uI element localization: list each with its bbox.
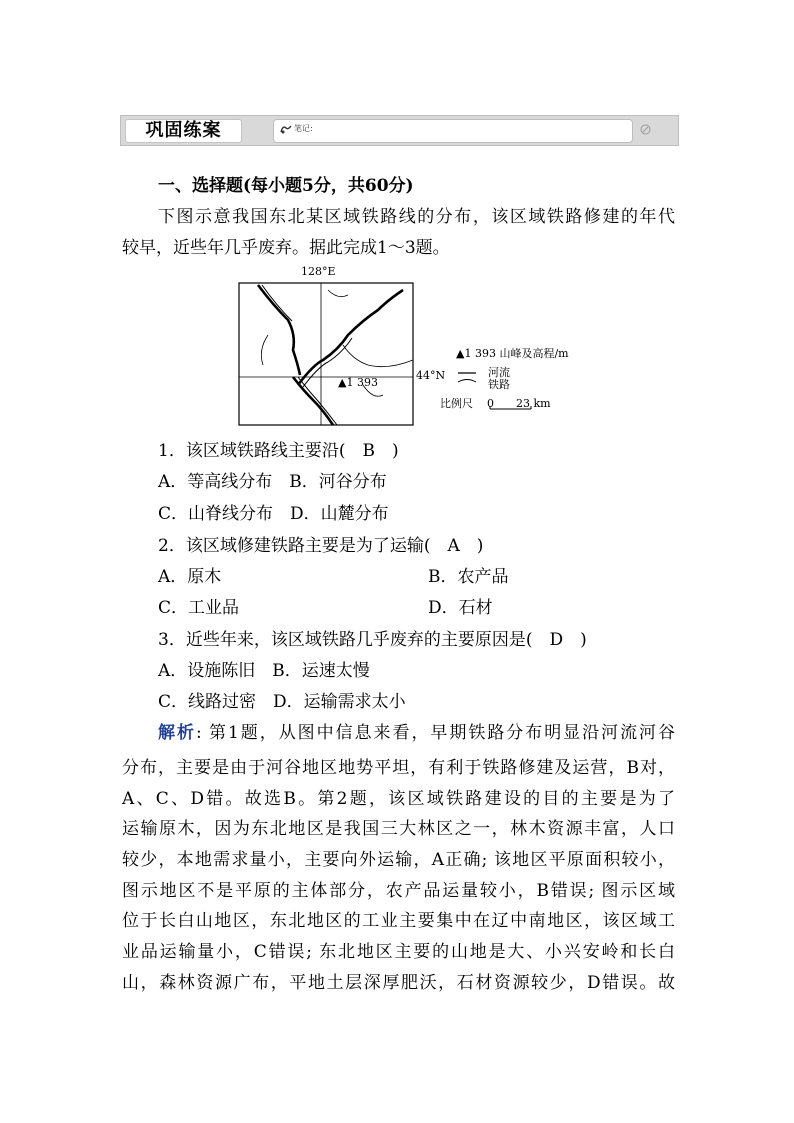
q2-option-a: A．原木 xyxy=(158,567,222,587)
q3-options-row2: C．线路过密 D．运输需求太小 xyxy=(158,692,406,712)
analysis-line-8: 业品运输量小，C错误; 东北地区主要的山地是大、小兴安岭和长白 xyxy=(122,942,675,962)
legend-rail-symbol xyxy=(458,380,476,383)
scale-zero: 0 xyxy=(487,397,494,410)
analysis-line-4: 运输原木，因为东北地区是我国三大林区之一，林木资源丰富，人口 xyxy=(122,819,675,839)
river-left xyxy=(258,285,300,375)
q2-option-d: D．石材 xyxy=(428,598,493,618)
railway-map xyxy=(238,265,598,430)
q1-options-row1: A．等高线分布 B．河谷分布 xyxy=(158,472,387,492)
scale-value: 23 km xyxy=(516,397,551,410)
lat-label: 44°N xyxy=(416,369,446,382)
analysis-line-5: 较少，本地需求量小，主要向外运输，A正确; 该地区平原面积较小， xyxy=(122,850,675,870)
intro-line-2: 较早，近些年几乎废弃。据此完成1～3题。 xyxy=(122,238,450,258)
notes-label: 笔记: xyxy=(294,124,313,133)
pen-icon xyxy=(280,124,292,134)
railway-left xyxy=(262,285,292,321)
railway-main xyxy=(298,377,337,425)
legend-peak: ▲1 393 山峰及高程/m xyxy=(456,347,569,360)
clear-icon[interactable] xyxy=(640,124,651,135)
analysis-line-7: 位于长白山地区，东北地区的工业主要集中在辽中南地区，该区域工 xyxy=(122,911,675,931)
analysis-line-2: 分布，主要是由于河谷地区地势平坦，有利于铁路修建及运营，B对， xyxy=(122,758,675,778)
map-frame xyxy=(239,283,413,425)
intro-line-1: 下图示意我国东北某区域铁路线的分布，该区域铁路修建的年代 xyxy=(158,207,675,227)
q1-options-row2: C．山脊线分布 D．山麓分布 xyxy=(158,504,389,524)
section-title: 一、选择题(每小题5分，共60分) xyxy=(158,176,414,196)
q2-stem: 2．该区域修建铁路主要是为了运输( A ) xyxy=(158,536,484,556)
q2-option-b: B．农产品 xyxy=(428,567,509,587)
q3-options-row1: A．设施陈旧 B．运速太慢 xyxy=(158,661,370,681)
scale-label: 比例尺 xyxy=(440,397,473,410)
legend-river: 河流 xyxy=(488,366,510,379)
stream-east xyxy=(343,345,413,367)
stream-north xyxy=(328,290,348,297)
header-tab: 巩固练案 xyxy=(125,119,242,143)
q3-stem: 3．近些年来，该区域铁路几乎废弃的主要原因是( D ) xyxy=(158,630,587,650)
river-east xyxy=(298,290,403,385)
analysis-label: 解析 xyxy=(158,723,196,743)
legend-rail: 铁路 xyxy=(488,378,510,391)
analysis-line-1: 解析: 第1题，从图中信息来看，早期铁路分布明显沿河流河谷 xyxy=(158,723,676,743)
lon-label: 128°E xyxy=(301,265,336,278)
stream-west xyxy=(261,335,268,365)
q1-stem: 1．该区域铁路线主要沿( B ) xyxy=(158,441,399,461)
notes-field[interactable] xyxy=(273,119,633,143)
analysis-line-6: 图示地区不是平原的主体部分，农产品运量较小，B错误; 图示区域 xyxy=(122,881,675,901)
peak-label: ▲1 393 xyxy=(338,376,378,389)
analysis-line-3: A、C、D错。故选B。第2题，该区域铁路建设的目的主要是为了 xyxy=(122,789,675,809)
header-bar xyxy=(120,115,679,146)
analysis-line-9: 山，森林资源广布，平地土层深厚肥沃，石材资源较少，D错误。故 xyxy=(122,973,675,993)
q2-option-c: C．工业品 xyxy=(158,598,240,618)
